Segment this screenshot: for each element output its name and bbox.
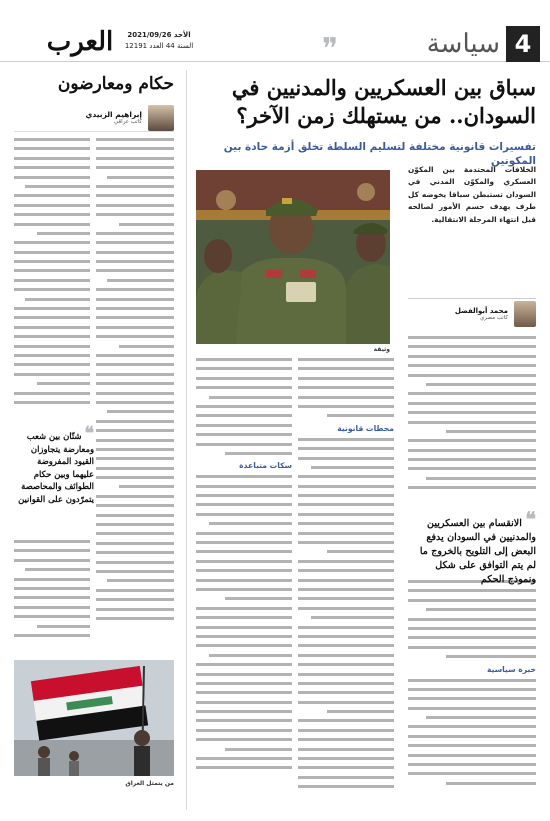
lead-subtitle-2: سكات متباعدة — [239, 461, 292, 471]
column-divider — [186, 70, 187, 810]
lead-body-col-1b — [408, 580, 536, 810]
issue-info — [124, 30, 194, 52]
opinion-photo-caption: من يتمثل العراق — [125, 780, 174, 787]
opinion-body-col-3 — [14, 540, 90, 652]
opinion-author-avatar — [148, 105, 174, 131]
opinion-pull-quote — [14, 423, 94, 505]
lead-intro-text: الخلافات المحتدمة بين المكوّن العسكري والمكوّن المدني في السودان تستبطن سباقا يخوضه كل طرف بهدف حسم الأمور لصالحه قبل انتهاء المرحلة الانتقالية. — [408, 165, 536, 224]
opinion-pull-quote-text: شتّان بين شعب ومعارضة يتجاوزان القيود المفروضة عليهما وبين حكام الطوائف والمحاصصة يتمرّدون على القوانين — [18, 431, 94, 504]
lead-author-role: كاتب مصري — [479, 314, 508, 321]
opinion-author-name: إبراهيم الزبيدي — [85, 110, 142, 119]
opinion-body-col-1 — [96, 138, 174, 654]
lead-body-col-2 — [298, 358, 394, 810]
page-number: 4 — [506, 26, 540, 62]
lead-author-avatar — [514, 301, 536, 327]
lead-subtitle-3: خبرة سياسية — [486, 664, 536, 674]
lead-intro — [408, 164, 536, 292]
iraqi-flag-illustration — [14, 660, 174, 776]
opinion-body-col-2 — [14, 138, 90, 422]
issue-number: السنة 44 العدد 12191 — [124, 42, 194, 50]
issue-date: الأحد 2021/09/26 — [127, 31, 191, 39]
quote-icon: ❝ — [525, 507, 536, 531]
masthead — [0, 0, 550, 67]
lead-subtitle-1: محطات قانونية — [337, 423, 394, 433]
opinion-title[interactable]: حكام ومعارضون — [57, 74, 174, 94]
opinion-author-card — [14, 104, 174, 132]
lead-headline[interactable]: سباق بين العسكريين والمدنيين في السودان.. من يستهلك زمن الآخر؟ — [231, 75, 536, 128]
military-figures-illustration — [196, 170, 390, 344]
section-name: سياسة — [426, 29, 500, 59]
quote-mark-icon: ❞ — [322, 32, 339, 67]
main-photo — [196, 170, 390, 344]
opinion-photo — [14, 660, 174, 776]
quote-icon: ❝ — [84, 423, 94, 444]
lead-author-card — [408, 298, 536, 328]
lead-body-col-1 — [408, 336, 536, 506]
lead-pull-quote-text: الانقسام بين العسكريين والمدنيين في السودان يدفع البعض إلى التلويح بالخروج ما لم يتم التوافق على شكل ونموذج الحكم — [419, 518, 536, 585]
lead-body-col-3 — [196, 358, 292, 810]
lead-pull-quote — [408, 507, 536, 587]
lead-subhead: تفسيرات قانونية مختلفة لتسليم السلطة تخلق أزمة حادة بين المكونين — [223, 141, 536, 167]
main-photo-caption: وثيقة — [373, 346, 390, 353]
opinion-author-role: كاتب عراقي — [113, 119, 142, 125]
lead-author-name: محمد أبوالفضل — [454, 306, 508, 315]
newspaper-logo[interactable] — [38, 26, 122, 58]
section-header — [427, 26, 540, 62]
logo-text: العرب — [46, 27, 114, 57]
